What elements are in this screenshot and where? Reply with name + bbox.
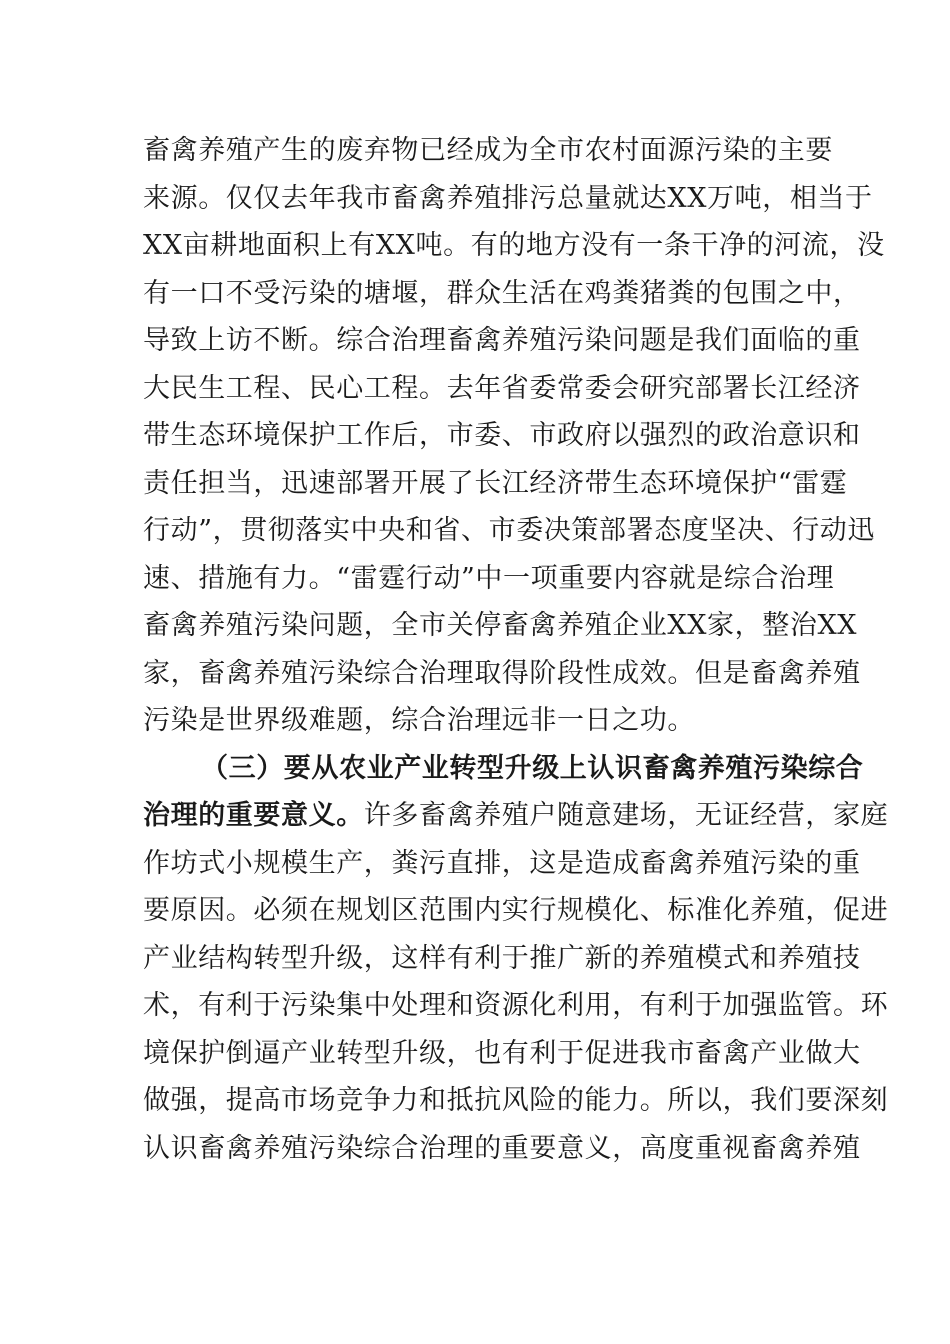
text-line: 大民生工程、民心工程。去年省委常委会研究部署长江经济 <box>143 372 861 404</box>
text-line: 有一口不受污染的塘堰，群众生活在鸡粪猪粪的包围之中， <box>143 277 861 309</box>
text-line: XX亩耕地面积上有XX吨。有的地方没有一条干净的河流，没 <box>143 230 885 261</box>
text-line: 带生态环境保护工作后，市委、市政府以强烈的政治意识和 <box>143 420 861 451</box>
section-heading-end: 治理的重要意义。 <box>143 800 364 831</box>
text-line: 速、措施有力。“雷霆行动”中一项重要内容就是综合治理 <box>143 562 835 594</box>
text-line: 来源。仅仅去年我市畜禽养殖排污总量就达XX万吨，相当于 <box>143 182 873 214</box>
text-line: 境保护倒逼产业转型升级，也有利于促进我市畜禽产业做大 <box>143 1037 861 1069</box>
text-line: 做强，提高市场竞争力和抵抗风险的能力。所以，我们要深刻 <box>143 1085 889 1116</box>
text-line: 认识畜禽养殖污染综合治理的重要意义，高度重视畜禽养殖 <box>143 1132 861 1164</box>
text-run: 许多畜禽养殖户随意建场，无证经营，家庭 <box>363 800 889 831</box>
text-line: 污染是世界级难题，综合治理远非一日之功。 <box>143 705 695 736</box>
paragraph-2 <box>143 745 889 1173</box>
text-line: 畜禽养殖产生的废弃物已经成为全市农村面源污染的主要 <box>143 135 833 166</box>
text-line: 畜禽养殖污染问题，全市关停畜禽养殖企业XX家，整治XX <box>143 610 858 641</box>
text-line: 术，有利于污染集中处理和资源化利用，有利于加强监管。环 <box>143 990 889 1021</box>
text-line: 要原因。必须在规划区范围内实行规模化、标准化养殖，促进 <box>143 895 889 926</box>
section-heading: （三）要从农业产业转型升级上认识畜禽养殖污染综合 <box>201 752 864 784</box>
text-line: 责任担当，迅速部署开展了长江经济带生态环境保护“雷霆 <box>143 467 848 499</box>
document-body <box>143 127 889 1172</box>
text-line: 家，畜禽养殖污染综合治理取得阶段性成效。但是畜禽养殖 <box>143 657 861 689</box>
text-line: 导致上访不断。综合治理畜禽养殖污染问题是我们面临的重 <box>143 325 861 356</box>
text-line <box>143 792 889 840</box>
text-line: 作坊式小规模生产，粪污直排，这是造成畜禽养殖污染的重 <box>143 847 861 879</box>
text-line: 产业结构转型升级，这样有利于推广新的养殖模式和养殖技 <box>143 942 861 974</box>
paragraph-1 <box>143 127 885 745</box>
text-line: 行动”，贯彻落实中央和省、市委决策部署态度坚决、行动迅 <box>143 515 876 546</box>
